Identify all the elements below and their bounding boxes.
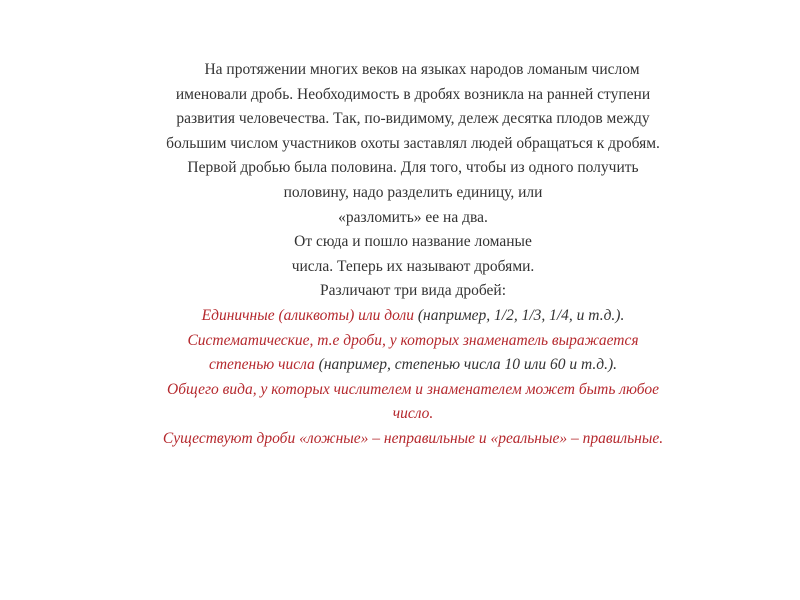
systematic-example: (например, степенью числа 10 или 60 и т.д.). xyxy=(314,356,618,374)
unit-term: Единичные (аликвоты) или доли xyxy=(201,306,415,324)
paragraph-line: На протяжении многих веков на языках народов ломаным числом xyxy=(204,61,640,78)
paragraph-line: именовали дробь. Необходимость в дробях возникла на ранней ступени xyxy=(175,85,651,103)
fraction-type-unit xyxy=(118,304,708,329)
paragraph-line: развития человечества. Так, по-видимому, дележ десятка плодов между xyxy=(176,110,650,128)
text-block xyxy=(118,58,708,452)
fraction-type-general-line1: Общего вида, у которых числителем и знаменателем может быть любое xyxy=(167,380,659,398)
paragraph-line: половину, надо разделить единицу, или xyxy=(283,183,543,201)
paragraph-line: большим числом участников охоты заставлял людей обращаться к дробям. xyxy=(166,134,660,152)
paragraph-line: От сюда и пошло название ломаные xyxy=(294,233,532,251)
paragraph-line: Различают три вида дробей: xyxy=(319,282,507,300)
paragraph-line: Первой дробью была половина. Для того, чтобы из одного получить xyxy=(187,159,639,177)
paragraph-line: «разломить» ее на два. xyxy=(338,208,488,226)
paragraph-line: числа. Теперь их называют дробями. xyxy=(291,257,535,275)
fraction-type-general-line2: число. xyxy=(392,405,434,423)
unit-example: (например, 1/2, 1/3, 1/4, и т.д.). xyxy=(414,306,625,324)
fraction-type-systematic-line1: Систематические, т.е дроби, у которых знаменатель выражается xyxy=(187,331,639,349)
false-real-fractions: Существуют дроби «ложные» – неправильные и «реальные» – правильные. xyxy=(162,429,664,447)
fraction-type-systematic-line2 xyxy=(118,353,708,378)
systematic-term: степенью числа xyxy=(208,356,315,374)
